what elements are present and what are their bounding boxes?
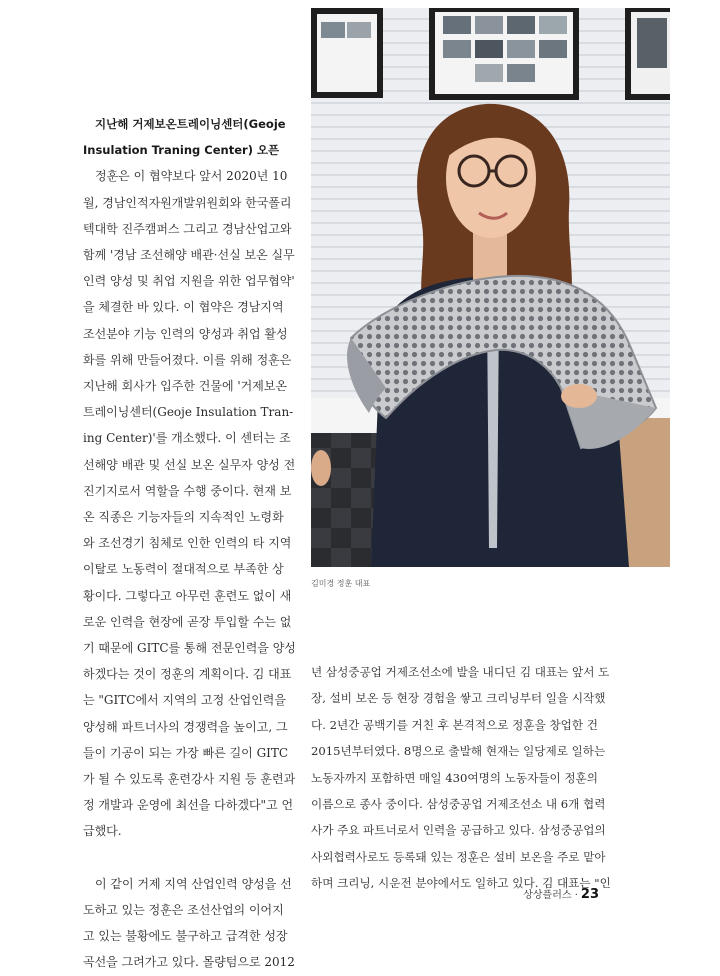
body-text-line: 인력 양성 및 취업 지원을 위한 업무협약' [83, 274, 295, 289]
paragraph-gap [83, 845, 279, 871]
body-text-line: 이름으로 종사 중이다. 삼성중공업 거제조선소 내 6개 협력 [311, 797, 606, 812]
body-text-line: 고 있는 불황에도 불구하고 급격한 성장 [83, 929, 288, 944]
body-text-line: 하며 크리닝, 시운전 분야에서도 일하고 있다. 김 대표는 "인 [311, 876, 611, 891]
section-heading-line: 지난해 거제보온트레이닝센터(Geoje [95, 117, 286, 131]
body-text-line: 로운 인력을 현장에 곧장 투입할 수는 없 [83, 614, 292, 629]
body-text-line: 년 삼성중공업 거제조선소에 발을 내디딘 김 대표는 앞서 도 [311, 665, 610, 679]
body-text-line: 트레이닝센터(Geoje Insulation Tran- [83, 405, 294, 420]
portrait-photo [311, 8, 670, 567]
body-text-line: 을 체결한 바 있다. 이 협약은 경남지역 [83, 300, 284, 315]
section-heading [83, 111, 286, 163]
body-text-line: 곡선을 그려가고 있다. 몰량텀으로 2012 [83, 955, 295, 970]
body-text-line: 급했다. [83, 824, 122, 839]
body-text-line: 하겠다는 것이 정훈의 계획이다. 김 대표 [83, 667, 292, 682]
body-text-line: 화를 위해 만들어졌다. 이를 위해 정훈은 [83, 352, 292, 367]
body-text-line: 사가 주요 파트너로서 인력을 공급하고 있다. 삼성중공업의 [311, 823, 606, 838]
body-text-line: 사외협력사로도 등록돼 있는 정훈은 설비 보온을 주로 맡아 [311, 849, 606, 864]
body-text-line: 2015년부터였다. 8명으로 출발해 현재는 일당제로 일하는 [311, 744, 606, 759]
left-text-column [83, 111, 296, 976]
page-footer [523, 886, 599, 902]
body-text-line: 노동자까지 포함하면 매일 430여명의 노동자들이 정훈의 [311, 770, 598, 785]
right-text-column [311, 659, 611, 897]
magazine-name: 상상플러스 · [523, 890, 578, 901]
body-text-line: 장, 설비 보온 등 현장 경험을 쌓고 크리닝부터 일을 시작했 [311, 691, 606, 706]
body-text-line: 도하고 있는 정훈은 조선산업의 이어지 [83, 903, 284, 918]
body-text-line: 지난해 회사가 입주한 건물에 '거제보온 [83, 379, 288, 394]
body-text-line: 들이 기공이 되는 가장 빠른 길이 GITC [83, 745, 289, 760]
body-text-line: 양성해 파트너사의 경쟁력을 높이고, 그 [83, 719, 288, 734]
body-text-line: 월, 경남인적자원개발위원회와 한국폴리 [83, 195, 292, 210]
body-text-line: 가 될 수 있도록 훈련강사 지원 등 훈련과 [83, 772, 296, 787]
page-number: 23 [580, 887, 599, 902]
body-text-line: 정 개발과 운영에 최선을 다하겠다"고 언 [83, 798, 294, 813]
body-text-line: 온 직종은 기능자들의 지속적인 노령화 [83, 510, 284, 525]
body-text-line: 이 같이 거제 지역 산업인력 양성을 선 [95, 876, 292, 891]
body-text-line: 함께 '경남 조선해양 배관·선실 보온 실무 [83, 248, 295, 263]
body-text-line: 황이다. 그렇다고 아무런 훈련도 없이 새 [83, 588, 292, 603]
body-text-line: 정훈은 이 협약보다 앞서 2020년 10 [95, 169, 288, 184]
body-text-line: 텍대학 진주캠퍼스 그리고 경남산업고와 [83, 221, 292, 236]
body-text-line: ing Center)'를 개소했다. 이 센터는 조 [83, 431, 291, 446]
body-text-line: 기 때문에 GITC를 통해 전문인력을 양성 [83, 641, 296, 656]
photo-caption: 김미경 정훈 대표 [311, 579, 371, 588]
section-heading-line: Insulation Traning Center) 오픈 [83, 143, 280, 158]
body-text-line: 선해양 배관 및 선실 보온 실무자 양성 전 [83, 457, 296, 472]
body-text-line: 다. 2년간 공백기를 거친 후 본격적으로 정훈을 창업한 건 [311, 717, 598, 732]
body-text-line: 진기지로서 역할을 수행 중이다. 현재 보 [83, 483, 292, 498]
body-text-line: 이탈로 노동력이 절대적으로 부족한 상 [83, 562, 284, 577]
body-text-line: 조선분야 기능 인력의 양성과 취업 활성 [83, 326, 288, 341]
body-text-line: 는 "GITC에서 지역의 고정 산업인력을 [83, 693, 286, 708]
body-text-line: 와 조선경기 침체로 인한 인력의 타 지역 [83, 536, 292, 551]
